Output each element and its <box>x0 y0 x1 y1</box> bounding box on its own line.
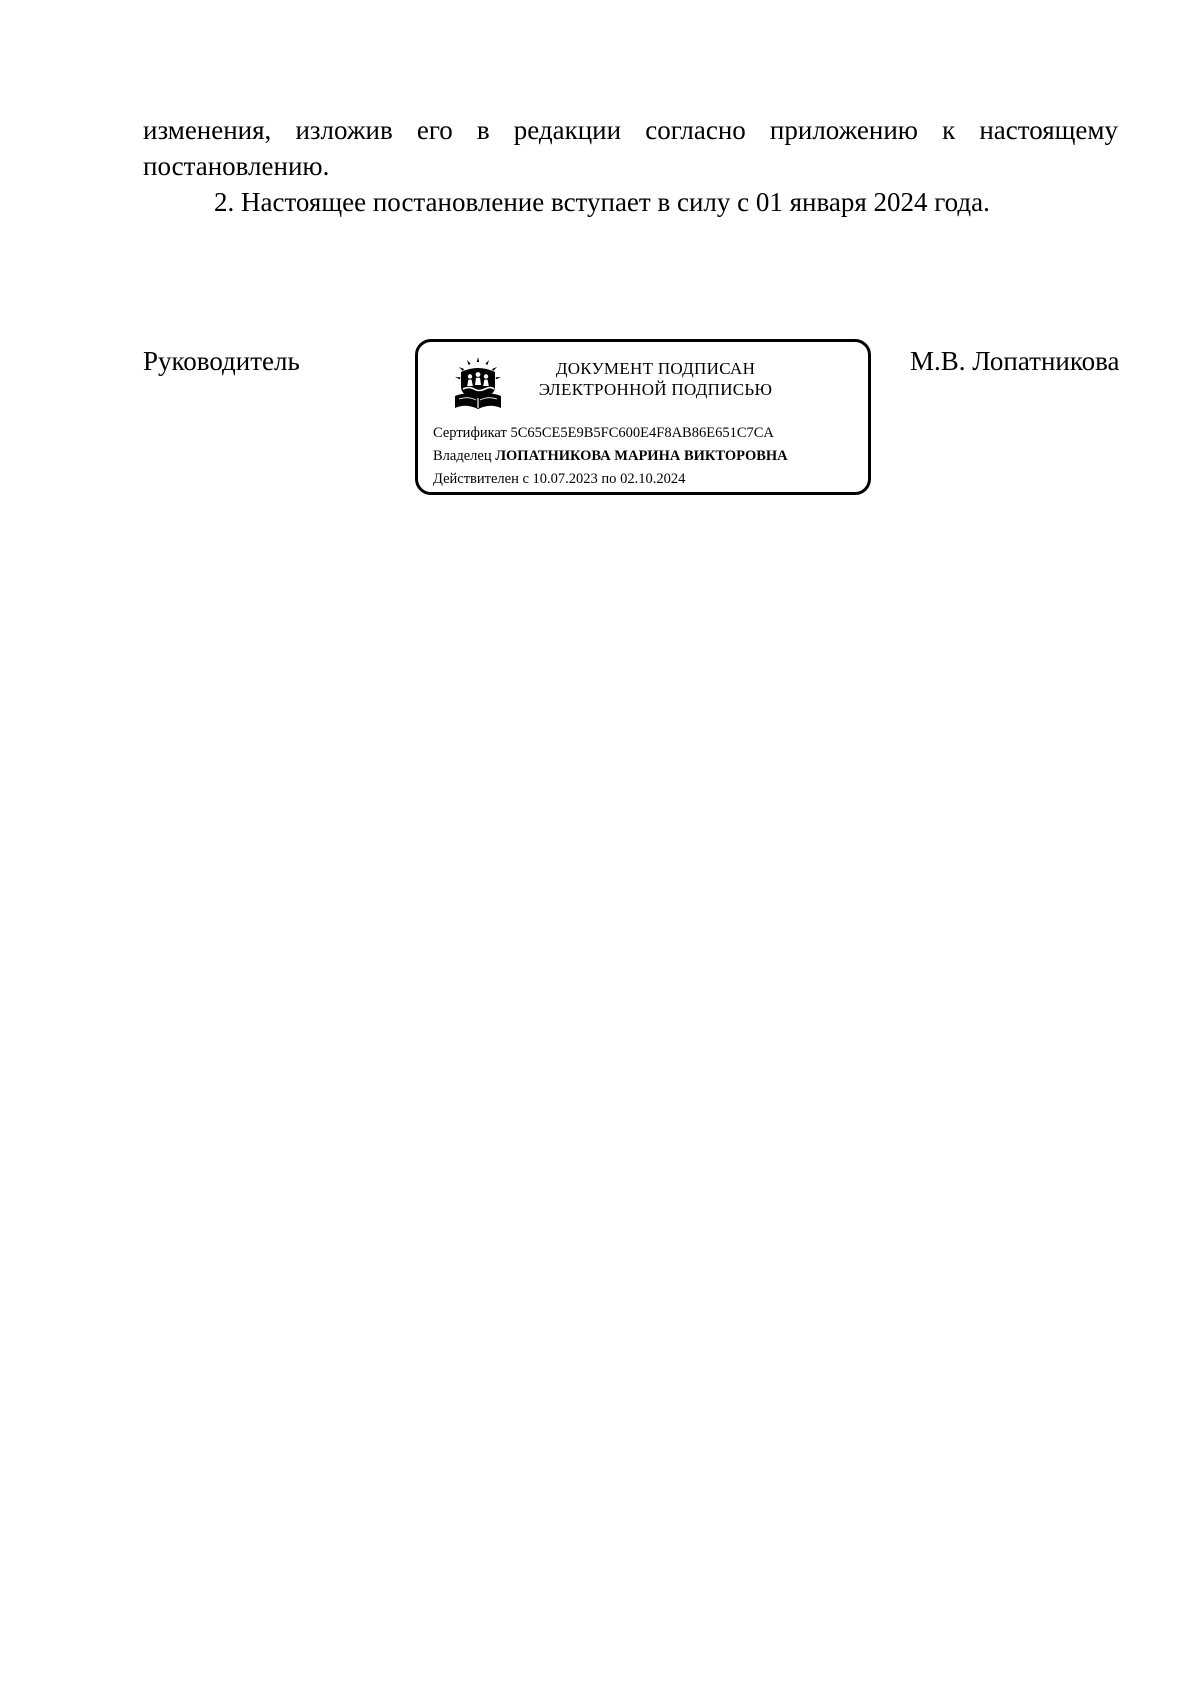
signature-block <box>0 335 1200 505</box>
stamp-details <box>433 422 863 491</box>
certificate-label: Сертификат <box>433 425 507 441</box>
signatory-name: М.В. Лопатникова <box>910 346 1120 376</box>
stamp-heading-line-2: ЭЛЕКТРОННОЙ ПОДПИСЬЮ <box>538 380 773 399</box>
electronic-signature-stamp <box>415 339 871 495</box>
valid-to-label: по <box>601 471 617 487</box>
stamp-heading <box>523 358 788 400</box>
valid-to: 02.10.2024 <box>620 471 686 487</box>
certificate-line <box>433 422 863 445</box>
stamp-heading-line-1: ДОКУМЕНТ ПОДПИСАН <box>555 359 756 378</box>
coat-of-arms-icon <box>452 356 504 410</box>
owner-line <box>433 445 863 468</box>
signatory-position: Руководитель <box>143 346 300 376</box>
document-body <box>143 112 1118 220</box>
owner-value: ЛОПАТНИКОВА МАРИНА ВИКТОРОВНА <box>495 448 788 464</box>
valid-label: Действителен с <box>433 471 529 487</box>
validity-line <box>433 468 863 491</box>
owner-label: Владелец <box>433 448 492 464</box>
certificate-value: 5C65CE5E9B5FC600E4F8AB86E651C7CA <box>510 425 774 441</box>
paragraph-amendment: изменения, изложив его в редакции согласно приложению к настоящему постановлению. <box>143 115 1118 181</box>
valid-from: 10.07.2023 <box>532 471 598 487</box>
paragraph-effective-date: 2. Настоящее постановление вступает в силу с 01 января 2024 года. <box>214 187 990 217</box>
